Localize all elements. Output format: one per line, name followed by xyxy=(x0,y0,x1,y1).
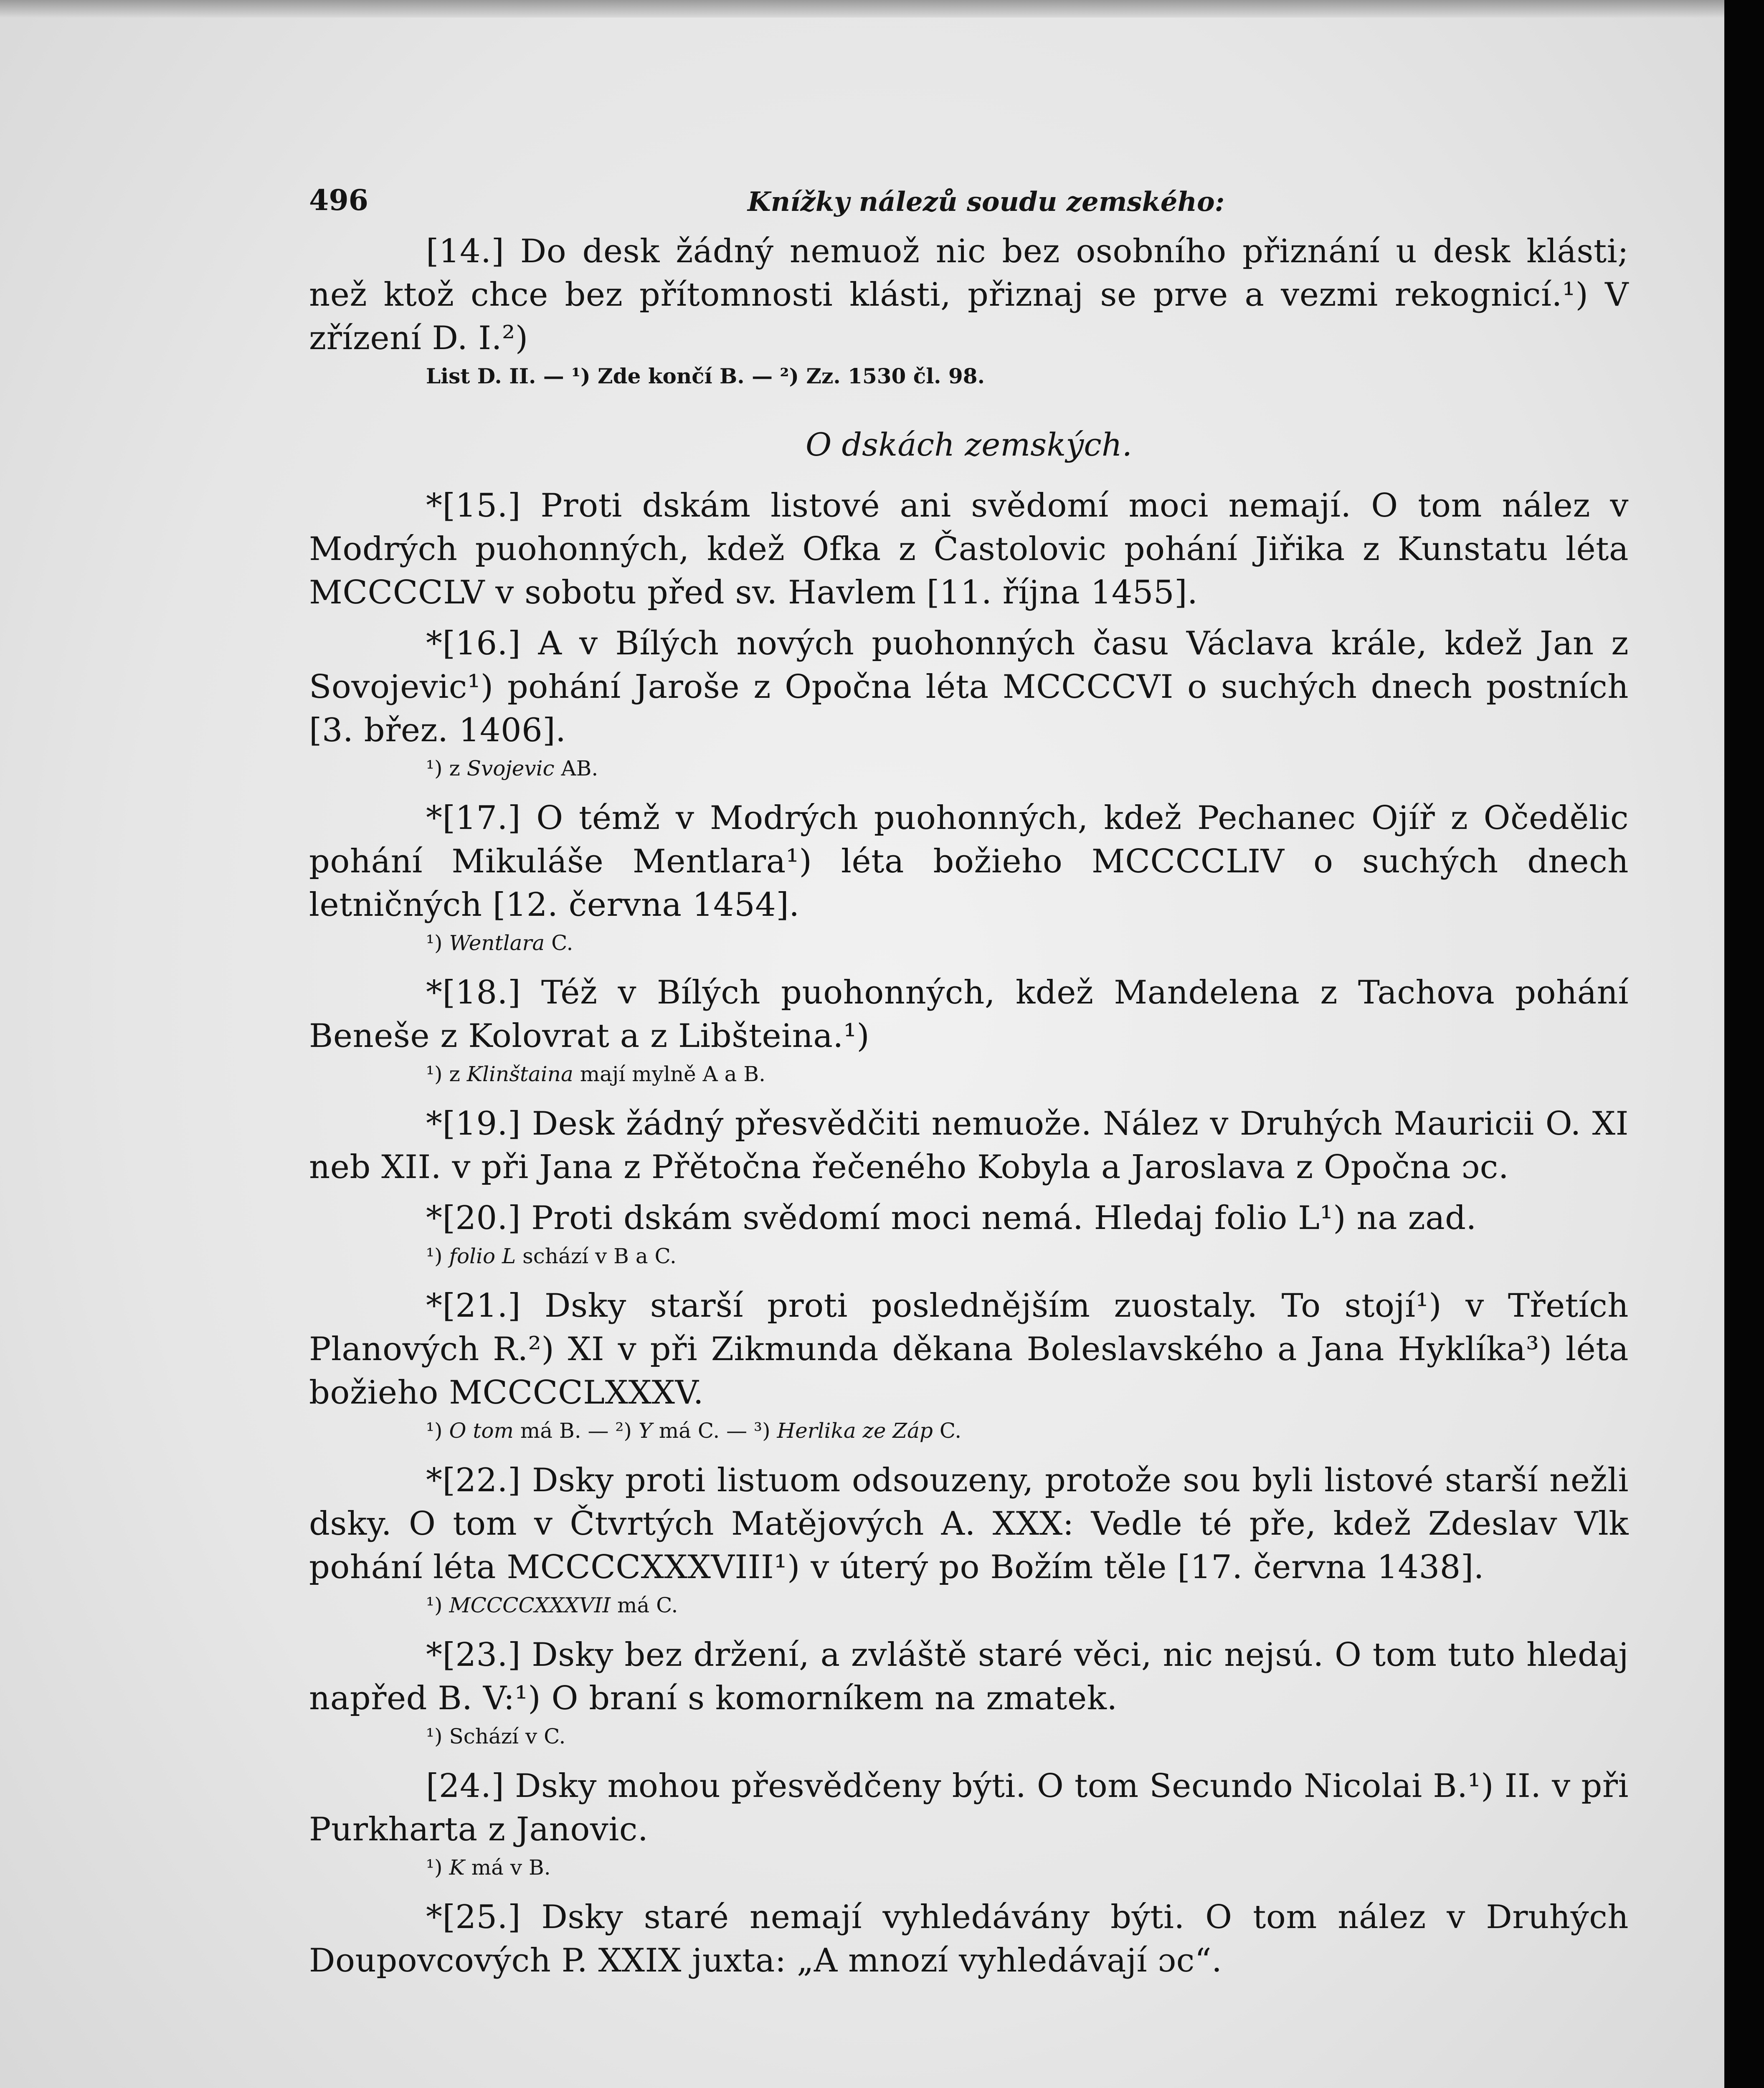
running-head: Knížky nálezů soudu zemského: xyxy=(748,186,1225,218)
paragraph-14: [14.] Do desk žádný nemuož nic bez osobního přiznání u desk klásti; než ktož chce bez přítomnosti klásti, přiznaj se prve a vezmi rekognicí.¹) V zřízení D. I.²) xyxy=(309,233,1629,357)
scan-right-border xyxy=(1724,0,1764,2088)
paragraph-19: *[19.] Desk žádný přesvědčiti nemuože. Nález v Druhých Mauricii O. XI neb XII. v při Jana z Přětočna řečeného Kobyla a Jaroslava z Opočna ɔc. xyxy=(309,1105,1629,1186)
paragraph-16: *[16.] A v Bílých nových puohonných času Václava krále, kdež Jan z Sovojevic¹) pohání Jaroše z Opočna léta MCCCCVI o suchých dnech postních [3. břez. 1406]. xyxy=(309,625,1629,749)
paragraph-20: *[20.] Proti dskám svědomí moci nemá. Hledaj folio L¹) na zad. xyxy=(426,1199,1477,1237)
paragraph-17: *[17.] O témž v Modrých puohonných, kdež Pechanec Ojíř z Očedělic pohání Mikuláše Mentlara¹) léta božieho MCCCCLIV o suchých dnech letničných [12. června 1454]. xyxy=(309,799,1629,924)
footnote-22: ¹) MCCCCXXXVII má C. xyxy=(426,1593,678,1617)
section-title: O dskách zemských. xyxy=(806,426,1132,463)
paragraph-15: *[15.] Proti dskám listové ani svědomí moci nemají. O tom nález v Modrých puohonných, kdež Ofka z Častolovic pohání Jiřika z Kunstatu léta MCCCCLV v sobotu před sv. Havlem [11. října 1455]. xyxy=(309,487,1629,611)
footnote-20: ¹) folio L schází v B a C. xyxy=(426,1244,677,1268)
footnote-17: ¹) Wentlara C. xyxy=(426,931,573,955)
footnote-18: ¹) z Klinštaina mají mylně A a B. xyxy=(426,1062,765,1086)
paragraph-22: *[22.] Dsky proti listuom odsouzeny, protože sou byli listové starší nežli dsky. O tom v Čtvrtých Matějových A. XXX: Vedle té pře, kdež Zdeslav Vlk pohání léta MCCCCXXXVIII¹) v úterý po Božím těle [17. června 1438]. xyxy=(309,1462,1629,1586)
footnote-21: ¹) O tom má B. — ²) Y má C. — ³) Herlika ze Záp C. xyxy=(426,1419,962,1443)
footnote-23: ¹) Schází v C. xyxy=(426,1724,566,1748)
page-number: 496 xyxy=(309,184,368,217)
page-content xyxy=(309,184,1629,1982)
paragraph-18: *[18.] Též v Bílých puohonných, kdež Mandelena z Tachova pohání Beneše z Kolovrat a z Libšteina.¹) xyxy=(309,974,1629,1055)
scan-top-shadow xyxy=(0,0,1764,18)
page-header xyxy=(309,184,1629,230)
paragraph-25: *[25.] Dsky staré nemají vyhledávány býti. O tom nález v Druhých Doupovcových P. XXIX juxta: „A mnozí vyhledávají ɔc“. xyxy=(309,1898,1629,1979)
footnote-24: ¹) K má v B. xyxy=(426,1855,551,1880)
paragraph-21: *[21.] Dsky starší proti poslednějším zuostaly. To stojí¹) v Třetích Planových R.²) XI v při Zikmunda děkana Boleslavského a Jana Hyklíka³) léta božieho MCCCCLXXXV. xyxy=(309,1287,1629,1411)
footnote-14: List D. II. — ¹) Zde končí B. — ²) Zz. 1530 čl. 98. xyxy=(426,364,985,388)
paragraph-23: *[23.] Dsky bez držení, a zvláště staré věci, nic nejsú. O tom tuto hledaj napřed B. V:¹) O braní s komorníkem na zmatek. xyxy=(309,1636,1629,1717)
footnote-16: ¹) z Svojevic AB. xyxy=(426,756,598,780)
paragraph-24: [24.] Dsky mohou přesvědčeny býti. O tom Secundo Nicolai B.¹) II. v při Purkharta z Janovic. xyxy=(309,1767,1629,1848)
